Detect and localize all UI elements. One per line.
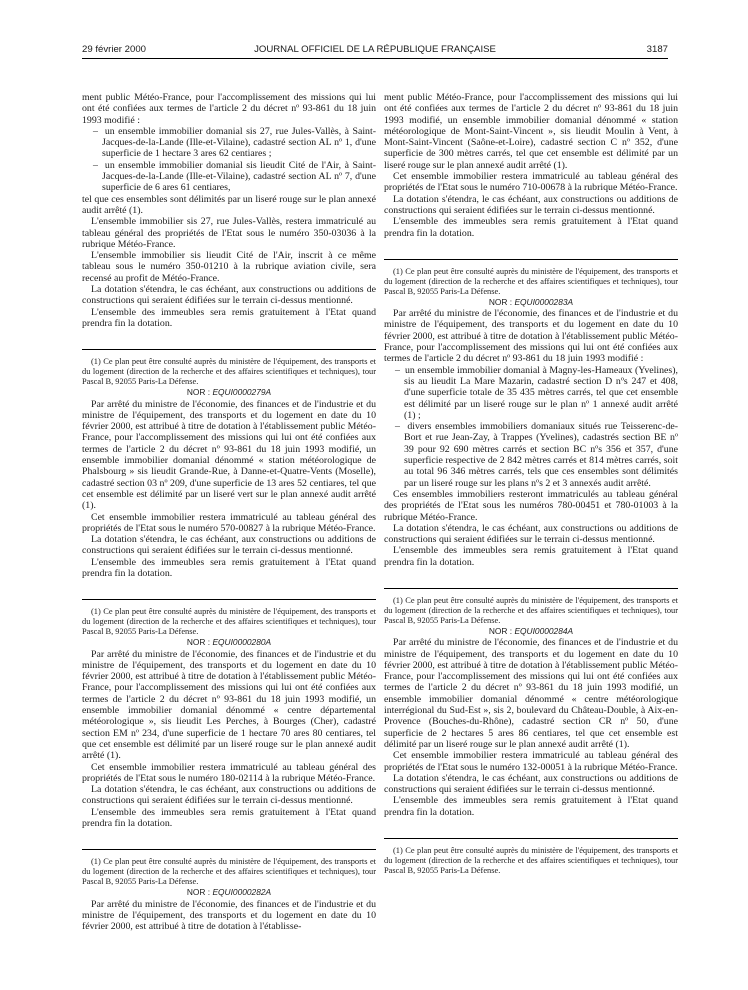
nor-code: EQUI0000282A xyxy=(212,887,272,898)
paragraph: Par arrêté du ministre de l'économie, des finances et de l'industrie et du ministre de l'équipement, des transports et du logement en date du 10 février 2000, est attribué à titre de dotation à l'établissement public Météo-France, pour l'accomplissement des missions qui lui ont été confiées aux termes de l'article 2 du décret nº 93-861 du 18 juin 1993 modifié, un ensemble immobilier domanial dénommé « centre départemental météorologique », sis lieudit Les Perches, à Bourges (Cher), cadastré section EM nº 234, d'une superficie de 1 hectare 70 ares 80 centiares, tel que cet ensemble est délimité par un liseré rouge sur le plan annexé audit arrêté (1). xyxy=(82,648,376,762)
paragraph: L'ensemble des immeubles sera remis gratuitement à l'Etat quand prendra fin la dotation. xyxy=(384,795,678,818)
nor-code: EQUI0000283A xyxy=(514,296,574,307)
paragraph: Cet ensemble immobilier restera immatriculé au tableau général des propriétés de l'Etat sous le numéro 132-00051 à la rubrique Météo-France. xyxy=(384,750,678,773)
footnote-divider xyxy=(82,349,376,350)
nor-reference xyxy=(82,637,376,648)
page-header xyxy=(82,44,668,58)
list-item: – divers ensembles immobiliers domaniaux situés rue Teisserenc-de-Bort et rue Jean-Zay, à Trappes (Yvelines), cadastrés section BE nº 39 pour 92 690 mètres carrés et section BC nºs 356 et 357, d'une superficie respective de 2 842 mètres carrés et 814 mètres carrés, soit au total 96 346 mètres carrés, tels que ces ensembles sont délimités par un liseré rouge sur les plans nºs 2 et 3 annexés audit arrêté. xyxy=(384,421,678,489)
footnote-divider xyxy=(384,259,678,260)
nor-label: NOR : xyxy=(186,637,211,648)
paragraph: L'ensemble immobilier sis lieudit Cité de l'Air, inscrit à ce même tableau sous le numéro 350-01210 à la rubrique aviation civile, sera recensé au profit de Météo-France. xyxy=(82,250,376,284)
footnote: (1) Ce plan peut être consulté auprès du ministère de l'équipement, des transports et du logement (direction de la recherche et des affaires scientifiques et techniques), tour Pascal B, 92055 Paris-La Défense. xyxy=(82,857,376,887)
footnote: (1) Ce plan peut être consulté auprès du ministère de l'équipement, des transports et du logement (direction de la recherche et des affaires scientifiques et techniques), tour Pascal B, 92055 Paris-La Défense. xyxy=(384,595,678,625)
paragraph: L'ensemble des immeubles sera remis gratuitement à l'Etat quand prendra fin la dotation. xyxy=(82,306,376,329)
journal-title: JOURNAL OFFICIEL DE LA RÉPUBLIQUE FRANÇAISE xyxy=(254,44,496,55)
paragraph: Cet ensemble immobilier restera immatriculé au tableau général des propriétés de l'Etat sous le numéro 570-00827 à la rubrique Météo-France. xyxy=(82,511,376,534)
nor-reference xyxy=(82,387,376,398)
nor-reference xyxy=(82,887,376,898)
paragraph: La dotation s'étendra, le cas échéant, aux constructions ou additions de constructions qui seraient édifiées sur le terrain ci-dessus mentionné. xyxy=(384,193,678,216)
paragraph: L'ensemble des immeubles sera remis gratuitement à l'Etat quand prendra fin la dotation. xyxy=(384,545,678,568)
nor-label: NOR : xyxy=(186,887,211,898)
paragraph: La dotation s'étendra, le cas échéant, aux constructions ou additions de constructions qui seraient édifiées sur le terrain ci-dessus mentionné. xyxy=(82,284,376,307)
nor-label: NOR : xyxy=(488,625,513,636)
paragraph: Cet ensemble immobilier restera immatriculé au tableau général des propriétés de l'Etat sous le numéro 710-00678 à la rubrique Météo-France. xyxy=(384,171,678,194)
footnote: (1) Ce plan peut être consulté auprès du ministère de l'équipement, des transports et du logement (direction de la recherche et des affaires scientifiques et techniques), tour Pascal B, 92055 Paris-La Défense. xyxy=(82,357,376,387)
paragraph: La dotation s'étendra, le cas échéant, aux constructions ou additions de constructions qui seraient édifiées sur le terrain ci-dessus mentionné. xyxy=(384,772,678,796)
nor-label: NOR : xyxy=(186,387,211,398)
paragraph: L'ensemble des immeubles sera remis gratuitement à l'Etat quand prendra fin la dotation. xyxy=(384,216,678,239)
paragraph: La dotation s'étendra, le cas échéant, aux constructions ou additions de constructions qui seraient édifiées sur le terrain ci-dessus mentionné. xyxy=(82,784,376,807)
paragraph: L'ensemble des immeubles sera remis gratuitement à l'Etat quand prendra fin la dotation. xyxy=(82,806,376,830)
paragraph: Par arrêté du ministre de l'économie, des finances et de l'industrie et du ministre de l'équipement, des transports et du logement en date du 10 février 2000, est attribué à titre de dotation à l'établissement public Météo-France, pour l'accomplissement des missions qui lui ont été confiées aux termes de l'article 2 du décret nº 93-861 du 18 juin 1993 modifié, un ensemble immobilier domanial dénommé « station météorologique de Phalsbourg » sis lieudit Grande-Rue, à Danne-et-Quatre-Vents (Moselle), cadastré section 03 nº 209, d'une superficie de 13 ares 52 centiares, tel que cet ensemble est délimité par un liseré vert sur le plan annexé audit arrêté (1). xyxy=(82,398,376,512)
paragraph: Ces ensembles immobiliers resteront immatriculés au tableau général des propriétés de l'Etat sous les numéros 780-00451 et 780-01003 à la rubrique Météo-France. xyxy=(384,488,678,523)
nor-reference xyxy=(384,626,678,637)
footnote-divider xyxy=(384,588,678,589)
footnote: (1) Ce plan peut être consulté auprès du ministère de l'équipement, des transports et du logement (direction de la recherche et des affaires scientifiques et techniques), tour Pascal B, 92055 Paris-La Défense. xyxy=(384,266,678,296)
list-item: – un ensemble immobilier domanial sis 27, rue Jules-Vallès, à Saint-Jacques-de-la-Lande (Ille-et-Vilaine), cadastré section AL nº 1, d'une superficie de 1 hectare 3 ares 62 centiares ; xyxy=(82,126,376,160)
page-number: 3187 xyxy=(646,44,668,55)
footnote-divider xyxy=(384,838,678,839)
footnote-divider xyxy=(82,599,376,600)
paragraph: La dotation s'étendra, le cas échéant, aux constructions ou additions de constructions qui seraient édifiées sur le terrain ci-dessus mentionné. xyxy=(82,534,376,557)
header-date: 29 février 2000 xyxy=(82,44,146,55)
property-list xyxy=(384,365,678,489)
nor-code: EQUI0000279A xyxy=(212,387,272,398)
nor-code: EQUI0000280A xyxy=(212,637,272,648)
nor-code: EQUI0000284A xyxy=(514,625,574,636)
paragraph: L'ensemble immobilier sis 27, rue Jules-Vallès, restera immatriculé au tableau général des propriétés de l'Etat sous le numéro 350-03036 à la rubrique Météo-France. xyxy=(82,216,376,250)
paragraph: ment public Météo-France, pour l'accomplissement des missions qui lui ont été confiées aux termes de l'article 2 du décret nº 93-861 du 18 juin 1993 modifié, un ensemble immobilier domanial dénommé « station météorologique de Mont-Saint-Vincent », sis lieudit Moulin à Vent, à Mont-Saint-Vincent (Saône-et-Loire), cadastré section C nº 352, d'une superficie de 300 mètres carrés, tel que cet ensemble est délimité par un liseré rouge sur le plan annexé audit arrêté (1). xyxy=(384,92,678,171)
footnote: (1) Ce plan peut être consulté auprès du ministère de l'équipement, des transports et du logement (direction de la recherche et des affaires scientifiques et techniques), tour Pascal B, 92055 Paris-La Défense. xyxy=(384,846,678,876)
paragraph: Par arrêté du ministre de l'économie, des finances et de l'industrie et du ministre de l'équipement, des transports et du logement en date du 10 février 2000, est attribué à titre de dotation à l'établissement public Météo-France, pour l'accomplissement des missions qui lui ont été confiées aux termes de l'article 2 du décret nº 93-861 du 18 juin 1993 modifié, un ensemble immobilier domanial dénommé « centre météorologique interrégional du Sud-Est », sis 2, boulevard du Château-Double, à Aix-en-Provence (Bouches-du-Rhône), cadastré section CR nº 50, d'une superficie de 2 hectares 5 ares 86 centiares, tel que cet ensemble est délimité par un liseré rouge sur le plan annexé audit arrêté (1). xyxy=(384,637,678,750)
paragraph: tel que ces ensembles sont délimités par un liseré rouge sur le plan annexé audit arrêté (1). xyxy=(82,193,376,216)
left-column xyxy=(82,92,376,982)
right-column xyxy=(384,92,678,982)
footnote: (1) Ce plan peut être consulté auprès du ministère de l'équipement, des transports et du logement (direction de la recherche et des affaires scientifiques et techniques), tour Pascal B, 92055 Paris-La Défense. xyxy=(82,607,376,637)
paragraph: L'ensemble des immeubles sera remis gratuitement à l'Etat quand prendra fin la dotation. xyxy=(82,556,376,579)
list-item: – un ensemble immobilier domanial à Magny-les-Hameaux (Yvelines), sis au lieudit La Mare Mazarin, cadastré section D nºs 247 et 408, d'une superficie totale de 35 435 mètres carrés, tel que cet ensemble est délimité par un liseré rouge sur le plan nº 1 annexé audit arrêté (1) ; xyxy=(384,365,678,421)
paragraph: Cet ensemble immobilier restera immatriculé au tableau général des propriétés de l'Etat sous le numéro 180-02114 à la rubrique Météo-France. xyxy=(82,761,376,784)
nor-label: NOR : xyxy=(488,296,513,307)
paragraph: ment public Météo-France, pour l'accomplissement des missions qui lui ont été confiées aux termes de l'article 2 du décret nº 93-861 du 18 juin 1993 modifié : xyxy=(82,92,376,126)
list-item: – un ensemble immobilier domanial sis lieudit Cité de l'Air, à Saint-Jacques-de-la-Lande (Ille-et-Vilaine), cadastré section AL nº 7, d'une superficie de 6 ares 61 centiares, xyxy=(82,160,376,194)
property-list xyxy=(82,126,376,194)
paragraph: Par arrêté du ministre de l'économie, des finances et de l'industrie et du ministre de l'équipement, des transports et du logement en date du 10 février 2000, est attribué à titre de dotation à l'établisse- xyxy=(82,898,376,933)
paragraph: Par arrêté du ministre de l'économie, des finances et de l'industrie et du ministre de l'équipement, des transports et du logement en date du 10 février 2000, est attribué à titre de dotation à l'établissement public Météo-France, pour l'accomplissement des missions qui lui ont été confiées aux termes de l'article 2 du décret nº 93-861 du 18 juin 1993 modifié : xyxy=(384,308,678,365)
header-rule xyxy=(82,58,668,59)
paragraph: La dotation s'étendra, le cas échéant, aux constructions ou additions de constructions qui seraient édifiées sur le terrain ci-dessus mentionné. xyxy=(384,522,678,546)
footnote-divider xyxy=(82,849,376,850)
nor-reference xyxy=(384,297,678,308)
